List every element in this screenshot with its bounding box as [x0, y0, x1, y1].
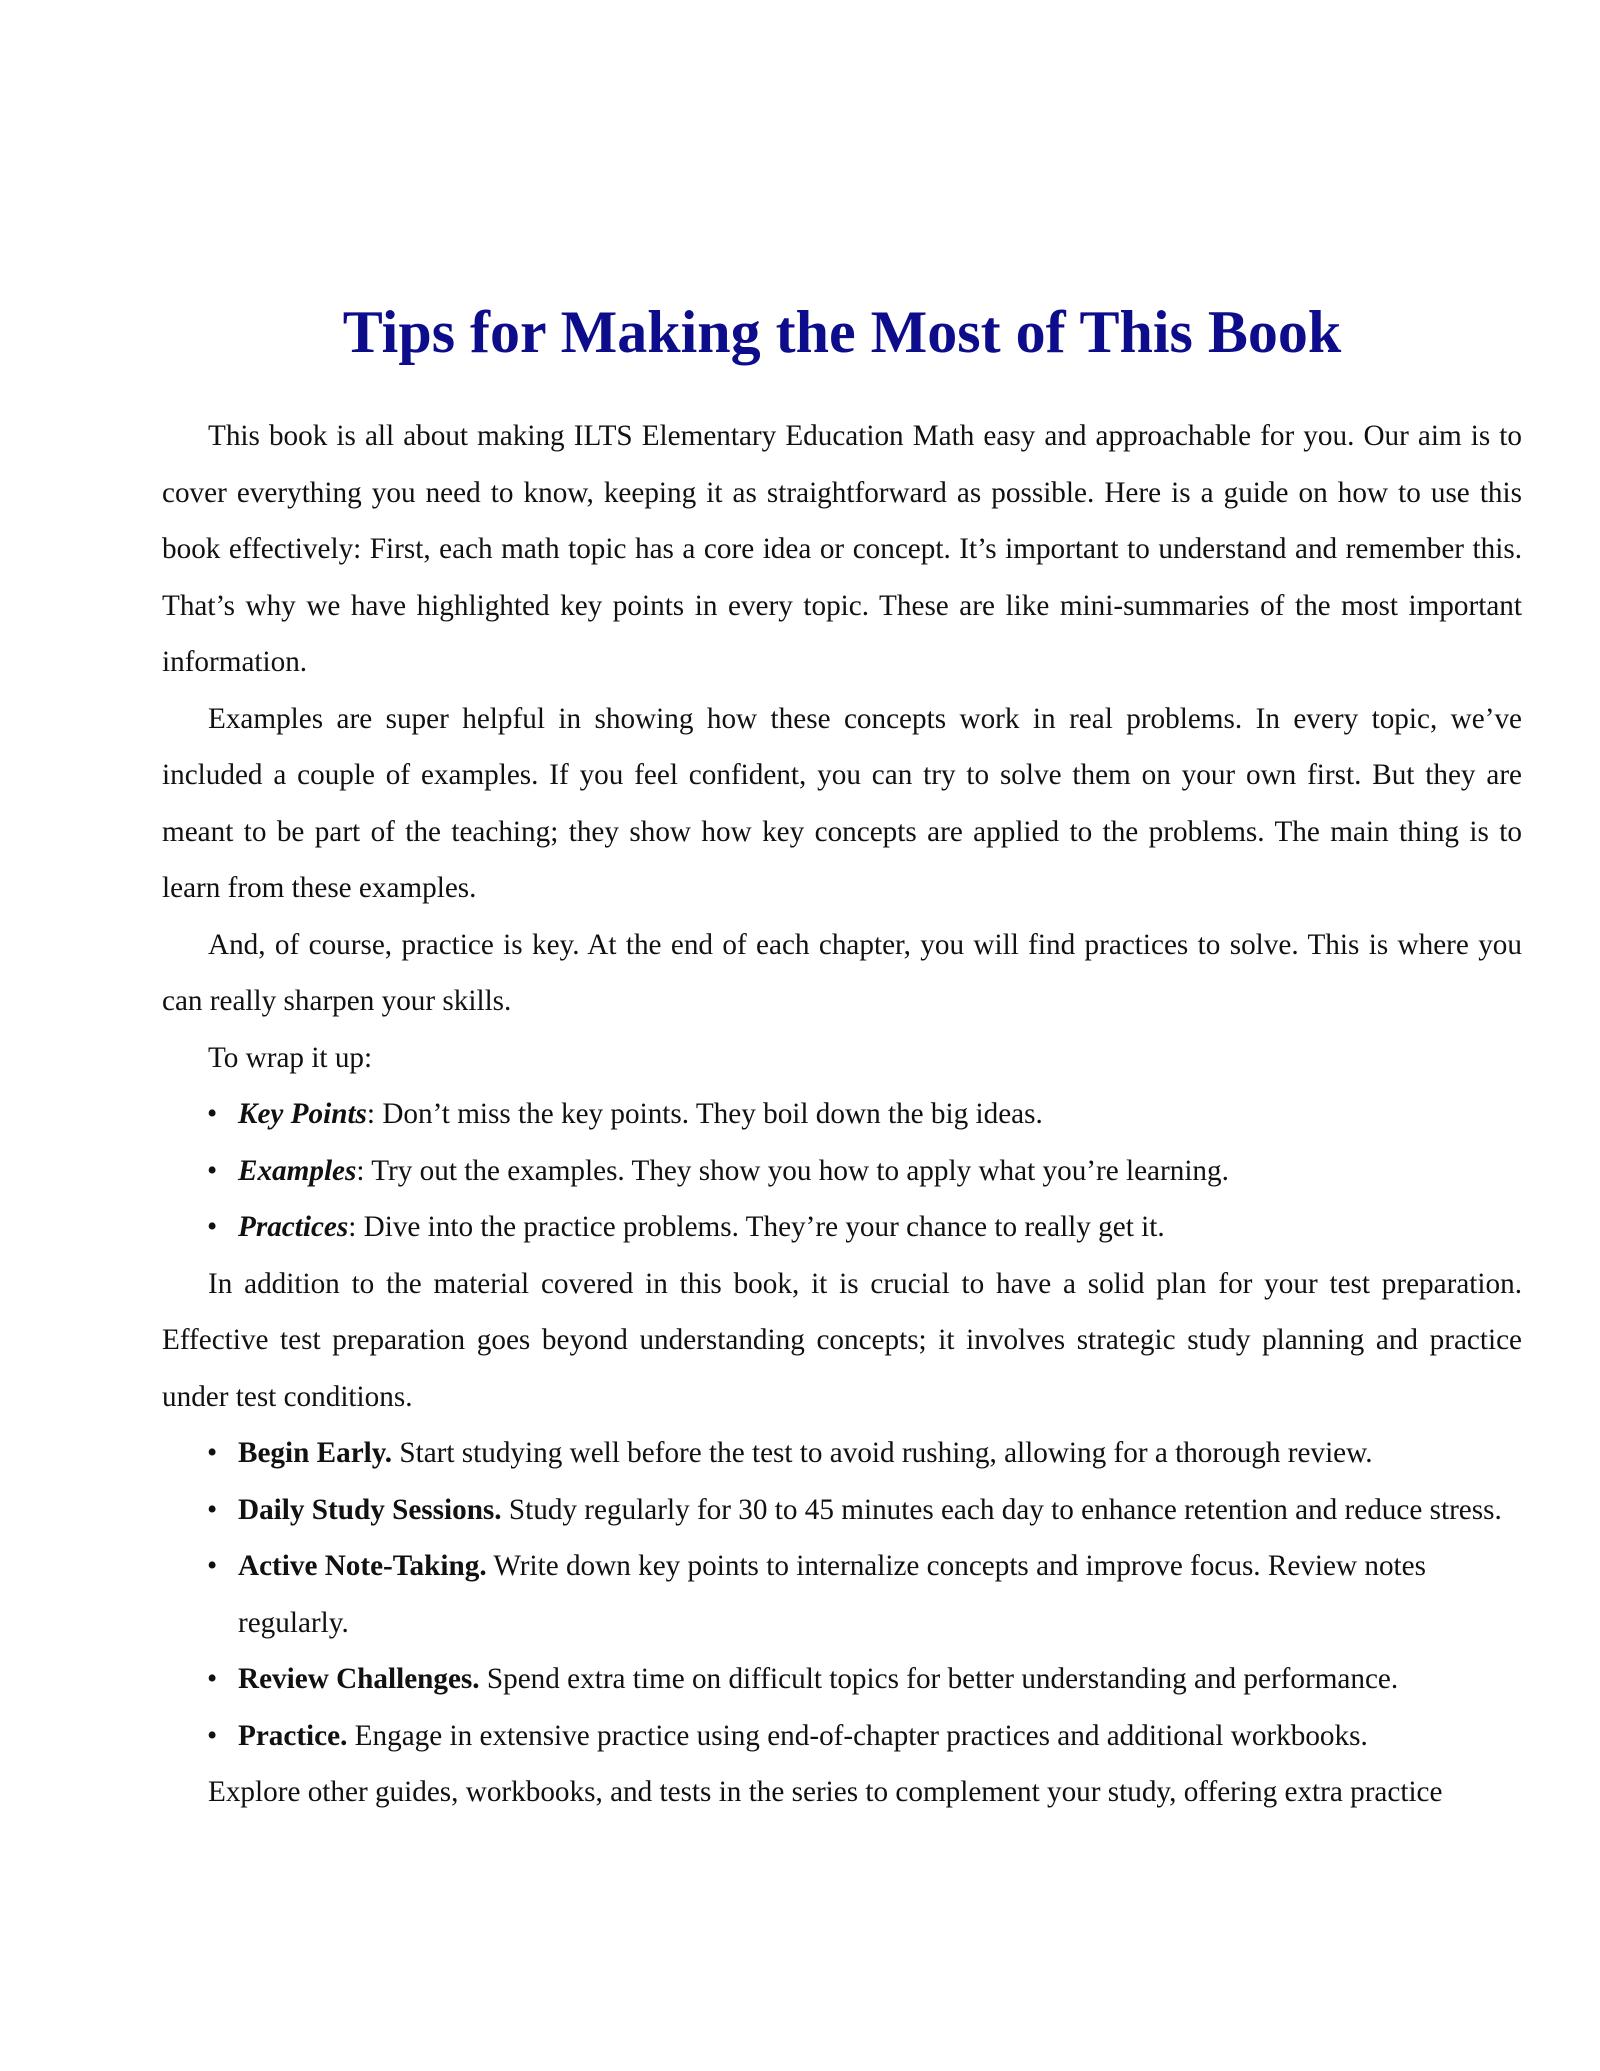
list-item-label: Review Challenges. — [238, 1663, 480, 1695]
list-item-text: Study regularly for 30 to 45 minutes each day to enhance retention and reduce stress. — [501, 1493, 1502, 1526]
list-item-label: Key Points — [238, 1098, 367, 1130]
list-item — [207, 1538, 1522, 1651]
bullet-icon: • — [207, 1493, 218, 1526]
list-item-label: Examples — [238, 1154, 357, 1187]
bullet-icon: • — [207, 1719, 218, 1752]
explore-paragraph: Explore other guides, workbooks, and tests in the series to complement your study, offering extra practice — [208, 1776, 1443, 1808]
bullet-icon: • — [207, 1098, 218, 1130]
bullet-icon: • — [207, 1550, 218, 1582]
list-item-label: Daily Study Sessions. — [238, 1493, 502, 1526]
list-item-text: Engage in extensive practice using end-of-chapter practices and additional workbooks. — [347, 1719, 1368, 1752]
bullet-icon: • — [207, 1154, 218, 1187]
list-item — [207, 1651, 1522, 1708]
bullet-icon: • — [207, 1437, 218, 1469]
plan-paragraph: In addition to the material covered in this book, it is crucial to have a solid plan for your test preparation. Effective test preparation goes beyond understanding concepts; it involves strategic study planning and practice under test conditions. — [162, 1267, 1522, 1413]
list-item-label: Active Note-Taking. — [238, 1550, 487, 1582]
list-item — [207, 1708, 1522, 1765]
list-item-text: Start studying well before the test to avoid rushing, allowing for a thorough review. — [392, 1437, 1373, 1469]
bullet-icon: • — [207, 1663, 218, 1695]
study-list — [162, 1425, 1522, 1764]
list-item-text: Write down key points to internalize concepts and improve focus. Review notes regularly. — [238, 1550, 1426, 1639]
list-item — [207, 1482, 1522, 1539]
summary-list — [162, 1086, 1522, 1256]
list-item-label: Begin Early. — [238, 1437, 393, 1469]
list-item-text: : Try out the examples. They show you how to apply what you’re learning. — [356, 1154, 1229, 1187]
bullet-icon: • — [207, 1211, 218, 1243]
list-item — [207, 1086, 1522, 1143]
list-item-label: Practice. — [238, 1719, 348, 1752]
body-text — [162, 408, 1522, 1821]
list-item-text: : Dive into the practice problems. They’re your chance to really get it. — [348, 1211, 1165, 1243]
list-item — [207, 1425, 1522, 1482]
list-item — [207, 1143, 1522, 1200]
list-item-label: Practices — [238, 1211, 349, 1243]
practice-paragraph: And, of course, practice is key. At the end of each chapter, you will find practices to solve. This is where you can really sharpen your skills. — [162, 928, 1522, 1017]
list-item-text: : Don’t miss the key points. They boil down the big ideas. — [366, 1098, 1043, 1130]
intro-paragraph: This book is all about making ILTS Elementary Education Math easy and approachable for you. Our aim is to cover everything you need to know, keeping it as straightforward as possible. Here is a guide on how to use this book effectively: First, each math topic has a core idea or concept. It’s important to understand and remember this. That’s why we have highlighted key points in every topic. These are like mini-summaries of the most important information. — [162, 420, 1522, 678]
page-title: Tips for Making the Most of This Book — [342, 299, 1342, 365]
list-item — [207, 1199, 1522, 1256]
wrap-paragraph: To wrap it up: — [208, 1041, 373, 1074]
examples-paragraph: Examples are super helpful in showing how these concepts work in real problems. In every topic, we’ve included a couple of examples. If you feel confident, you can try to solve them on your own first. But they are meant to be part of the teaching; they show how key concepts are applied to the problems. The main thing is to learn from these examples. — [162, 702, 1522, 904]
list-item-text: Spend extra time on difficult topics for better understanding and performance. — [479, 1663, 1399, 1695]
